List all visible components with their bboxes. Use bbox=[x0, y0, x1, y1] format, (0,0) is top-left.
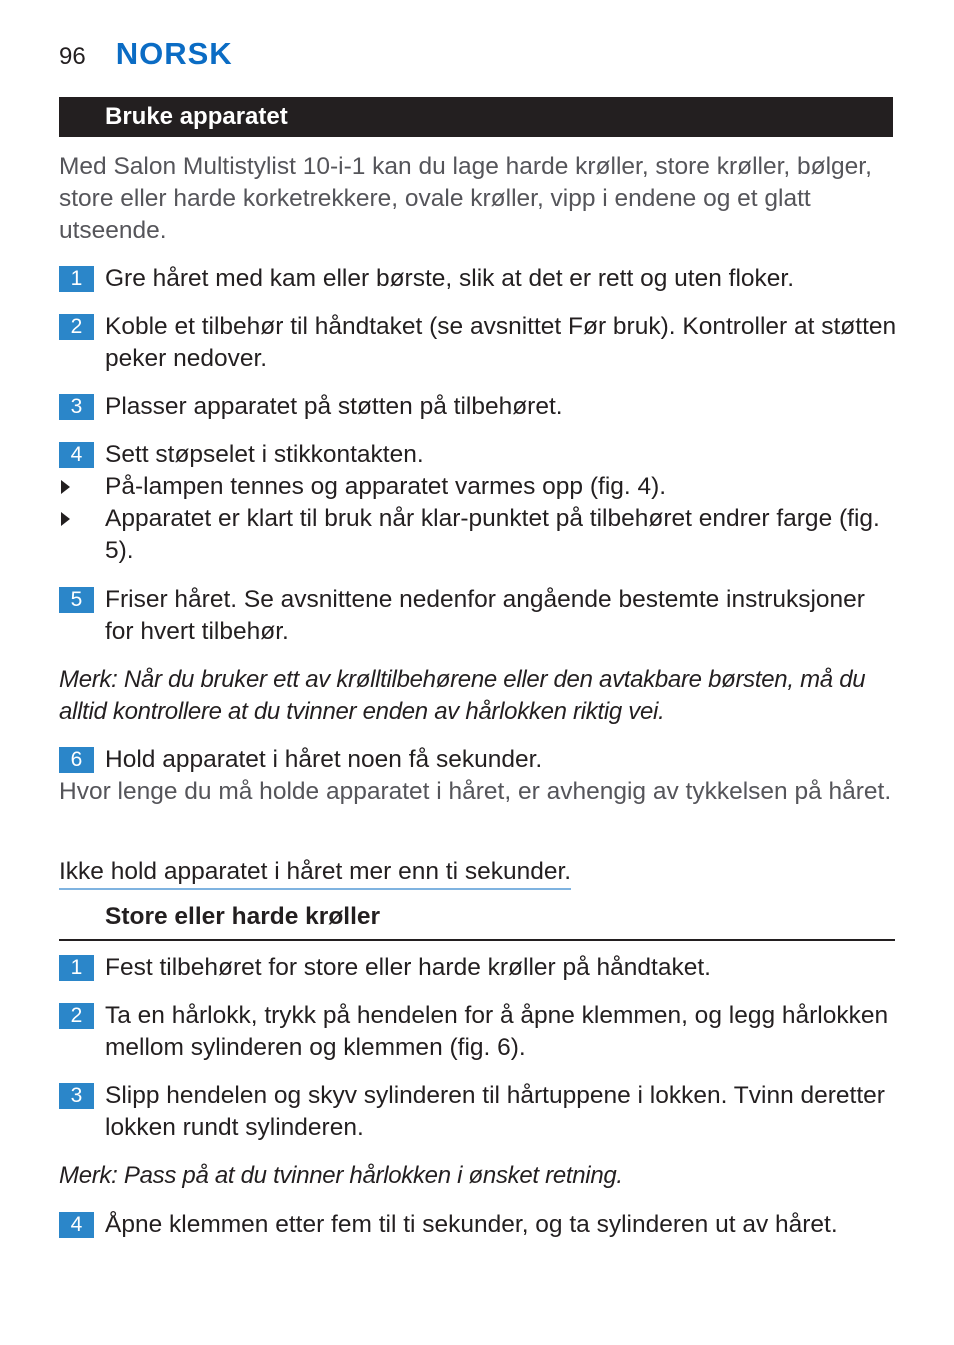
note-paragraph: Merk: Når du bruker ett av krølltilbehørene eller den avtakbare børsten, må du alltid kontrollere at du tvinner enden av hårlokken riktig vei. bbox=[59, 666, 866, 725]
step-number-badge: 6 bbox=[59, 747, 94, 773]
step-detail: Hvor lenge du må holde apparatet i håret, er avhengig av tykkelsen på håret. bbox=[59, 778, 892, 805]
step-text: Koble et tilbehør til håndtaket (se avsnittet Før bruk). Kontroller at støtten peker nedover. bbox=[105, 313, 897, 372]
step-text: Sett støpselet i stikkontakten. bbox=[105, 441, 424, 468]
step-number-badge: 3 bbox=[59, 394, 94, 420]
step-4 bbox=[59, 439, 899, 471]
page-header bbox=[59, 36, 233, 72]
step-5 bbox=[59, 584, 899, 648]
step-1 bbox=[59, 263, 899, 295]
sub-step-2 bbox=[59, 1000, 899, 1064]
page-number: 96 bbox=[59, 43, 86, 70]
step-text: Hold apparatet i håret noen få sekunder. bbox=[105, 746, 543, 773]
step-6 bbox=[59, 744, 899, 776]
step-text: Slipp hendelen og skyv sylinderen til hårtuppene i lokken. Tvinn deretter lokken rundt sylinderen. bbox=[105, 1082, 885, 1141]
step-number-badge: 2 bbox=[59, 314, 94, 340]
bullet-text: På-lampen tennes og apparatet varmes opp (fig. 4). bbox=[105, 473, 667, 500]
step-number-badge: 4 bbox=[59, 442, 94, 468]
result-bullet bbox=[59, 503, 899, 567]
language-heading: NORSK bbox=[115, 36, 233, 71]
step-text: Friser håret. Se avsnittene nedenfor angående bestemte instruksjoner for hvert tilbehør. bbox=[105, 586, 865, 645]
step-text: Ta en hårlokk, trykk på hendelen for å åpne klemmen, og legg hårlokken mellom sylinderen og klemmen (fig. 6). bbox=[105, 1002, 889, 1061]
section-title: Bruke apparatet bbox=[105, 103, 288, 130]
triangle-bullet-icon bbox=[61, 480, 70, 494]
step-number-badge: 5 bbox=[59, 587, 94, 613]
sub-step-4 bbox=[59, 1209, 899, 1241]
bullet-text: Apparatet er klart til bruk når klar-punktet på tilbehøret endrer farge (fig. 5). bbox=[105, 505, 880, 564]
sub-step-3 bbox=[59, 1080, 899, 1144]
result-bullet bbox=[59, 471, 899, 503]
step-text: Åpne klemmen etter fem til ti sekunder, og ta sylinderen ut av håret. bbox=[105, 1211, 838, 1238]
sub-step-1 bbox=[59, 952, 899, 984]
step-number-badge: 1 bbox=[59, 266, 94, 292]
subsection-heading bbox=[59, 903, 895, 941]
intro-paragraph: Med Salon Multistylist 10-i-1 kan du lage harde krøller, store krøller, bølger, store eller harde korketrekkere, ovale krøller, vipp i endene og et glatt utseende. bbox=[59, 153, 872, 244]
step-number-badge: 2 bbox=[59, 1003, 94, 1029]
step-2 bbox=[59, 311, 899, 375]
step-number-badge: 4 bbox=[59, 1212, 94, 1238]
step-text: Fest tilbehøret for store eller harde krøller på håndtaket. bbox=[105, 954, 711, 981]
note-paragraph: Merk: Pass på at du tvinner hårlokken i ønsket retning. bbox=[59, 1162, 623, 1189]
step-3 bbox=[59, 391, 899, 423]
step-text: Gre håret med kam eller børste, slik at det er rett og uten floker. bbox=[105, 265, 795, 292]
triangle-bullet-icon bbox=[61, 512, 70, 526]
step-text: Plasser apparatet på støtten på tilbehøret. bbox=[105, 393, 563, 420]
section-title-bar bbox=[59, 97, 893, 137]
warning-text: Ikke hold apparatet i håret mer enn ti sekunder. bbox=[59, 856, 571, 890]
step-number-badge: 1 bbox=[59, 955, 94, 981]
subsection-title: Store eller harde krøller bbox=[105, 903, 381, 930]
step-number-badge: 3 bbox=[59, 1083, 94, 1109]
